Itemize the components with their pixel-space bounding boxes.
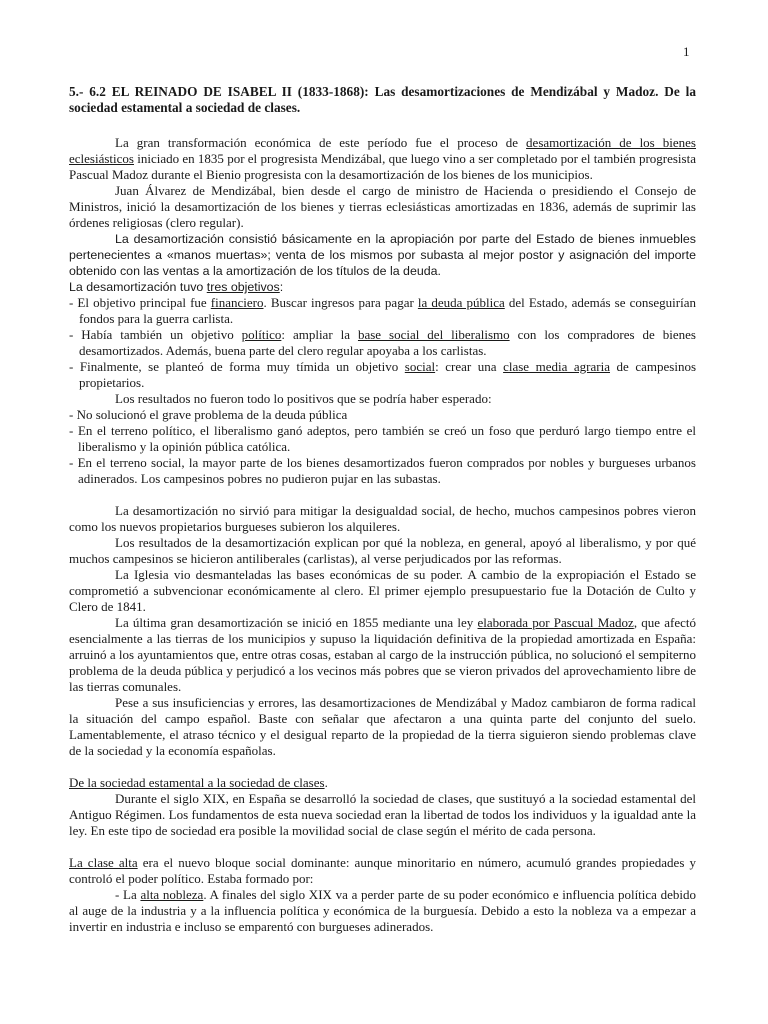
section-heading: De la sociedad estamental a la sociedad de clases. bbox=[69, 775, 328, 790]
paragraph-objectives-intro: La desamortización tuvo tres objetivos: bbox=[69, 280, 284, 294]
list-item-objective-social: - Finalmente, se planteó de forma muy tímida un objetivo social: crear una clase media agraria de campesinos propietarios. bbox=[69, 359, 696, 390]
spacer bbox=[69, 839, 696, 855]
list-item-result-political: - En el terreno político, el liberalismo ganó adeptos, pero también se creó un foso que perduró largo tiempo entre el liberalismo y la opinión pública católica. bbox=[69, 423, 696, 454]
paragraph-results-intro: Los resultados no fueron todo lo positivos que se podría haber esperado: bbox=[115, 391, 492, 406]
list-item-objective-political: - Había también un objetivo político: ampliar la base social del liberalismo con los compradores de bienes desamortizados. Además, buena parte del clero regular apoyaba a los carlistas. bbox=[69, 327, 696, 358]
list-item-result-debt: - No solucionó el grave problema de la deuda pública bbox=[69, 407, 348, 422]
spacer bbox=[69, 487, 696, 503]
paragraph-mendizabal: Juan Álvarez de Mendizábal, bien desde el cargo de ministro de Hacienda o presidiendo el Consejo de Ministros, inició la desamortización de los bienes y tierras eclesiásticas amortizadas en 1836, además de suprimir las órdenes religiosas (clero regular). bbox=[69, 183, 696, 230]
document-title: 5.- 6.2 EL REINADO DE ISABEL II (1833-1868): Las desamortizaciones de Mendizábal y Madoz. De la sociedad estamental a sociedad de clases. bbox=[69, 84, 696, 115]
spacer bbox=[69, 759, 696, 775]
paragraph-inequality: La desamortización no sirvió para mitigar la desigualdad social, de hecho, muchos campesinos pobres vieron como los nuevos propietarios burgueses subieron los alquileres. bbox=[69, 503, 696, 534]
document-body bbox=[69, 84, 696, 935]
paragraph-upper-class: La clase alta era el nuevo bloque social dominante: aunque minoritario en número, acumuló grandes propiedades y controló el poder político. Estaba formado por: bbox=[69, 855, 696, 886]
paragraph-intro: La gran transformación económica de este período fue el proceso de desamortización de los bienes eclesiásticos iniciado en 1835 por el progresista Mendizábal, que luego vino a ser completado por el también progresista Pascual Madoz durante el Bienio progresista con la desamortización de los bienes de los municipios. bbox=[69, 135, 696, 182]
list-item-objective-financial: - El objetivo principal fue financiero. Buscar ingresos para pagar la deuda pública del Estado, además se conseguirían fondos para la guerra carlista. bbox=[69, 295, 697, 326]
paragraph-class-society: Durante el siglo XIX, en España se desarrolló la sociedad de clases, que sustituyó a la sociedad estamental del Antiguo Régimen. Los fundamentos de esta nueva sociedad eran la libertad de todos los individuos y la igualdad ante la ley. En este tipo de sociedad era posible la movilidad social de clase según el mérito de cada persona. bbox=[69, 791, 696, 838]
list-item-result-social: - En el terreno social, la mayor parte de los bienes desamortizados fueron comprados por nobles y burgueses urbanos adinerados. Los campesinos pobres no pudieron pujar en las subastas. bbox=[69, 455, 696, 486]
page-number: 1 bbox=[683, 44, 690, 59]
paragraph-nobility-support: Los resultados de la desamortización explican por qué la nobleza, en general, apoyó al liberalismo, y por qué muchos campesinos se hicieron antiliberales (carlistas), al verse perjudicados por las reformas. bbox=[69, 535, 696, 566]
paragraph-church: La Iglesia vio desmanteladas las bases económicas de su poder. A cambio de la expropiación el Estado se comprometió a subvencionar económicamente al clero. El primer ejemplo presupuestario fue la Dotación de Culto y Clero de 1841. bbox=[69, 567, 696, 614]
paragraph-conclusion: Pese a sus insuficiencias y errores, las desamortizaciones de Mendizábal y Madoz cambiaron de forma radical la situación del campo español. Baste con señalar que afectaron a una quinta parte del conjunto del suelo. Lamentablemente, el atraso técnico y el desigual reparto de la propiedad de la tierra siguieron siendo problemas clave de la sociedad y la economía españolas. bbox=[69, 695, 696, 758]
paragraph-madoz: La última gran desamortización se inició en 1855 mediante una ley elaborada por Pascual Madoz, que afectó esencialmente a las tierras de los municipios y supuso la liquidación definitiva de la propiedad amortizada en España: arruinó a los ayuntamientos que, entre otras cosas, estaban al cargo de la instrucción pública, no solucionó el sempiterno problema de la deuda pública y perjudicó a los vecinos más pobres que se vieron privados del aprovechamiento libre de las tierras comunales. bbox=[69, 615, 696, 694]
paragraph-desamortizacion-definition: La desamortización consistió básicamente en la apropiación por parte del Estado de bienes inmuebles pertenecientes a «manos muertas»; venta de los mismos por subasta al mejor postor y asignación del importe obtenido con las ventas a la amortización de los títulos de la deuda. bbox=[69, 232, 696, 278]
paragraph-high-nobility: - La alta nobleza. A finales del siglo XIX va a perder parte de su poder económico e influencia política debido al auge de la industria y a la influencia política y económica de la burguesía. Debido a esto la nobleza va a empezar a invertir en industria e incluso se emparentó con burgueses adinerados. bbox=[69, 887, 697, 934]
